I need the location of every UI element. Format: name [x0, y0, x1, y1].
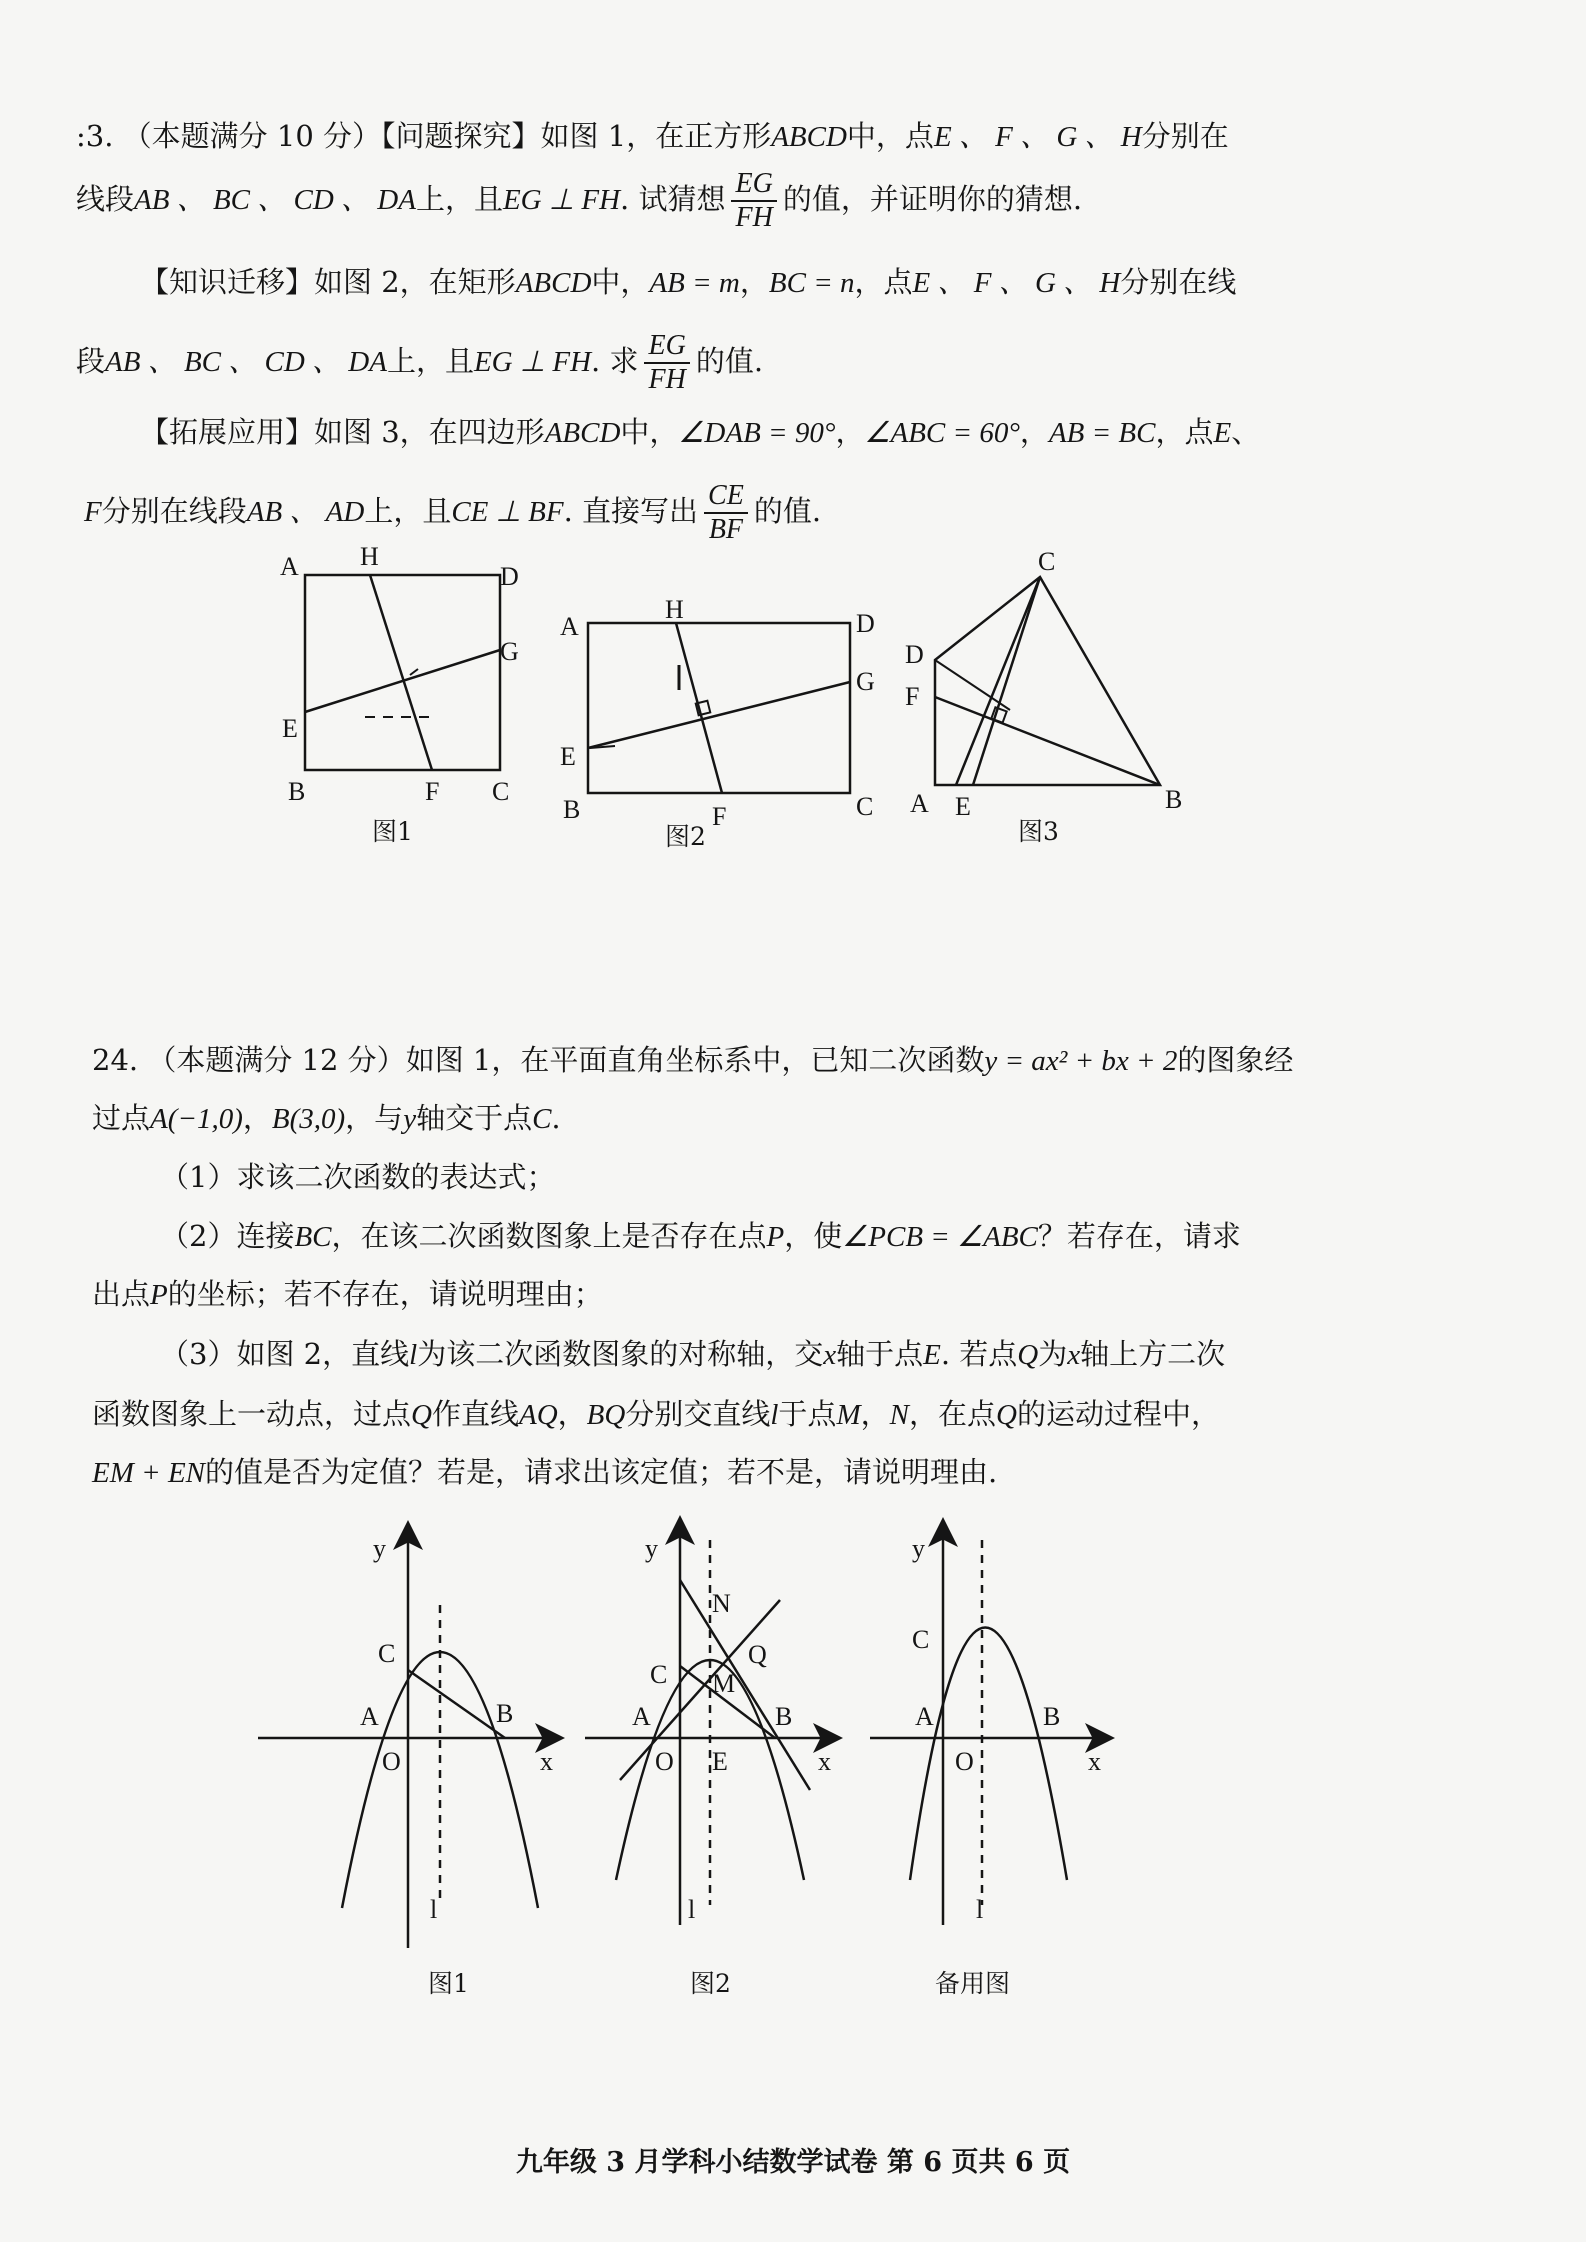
page-footer: 九年级 3 月学科小结数学试卷 第 6 页共 6 页 — [515, 2147, 1071, 2178]
q24-sub1: （1）求该二次函数的表达式； — [160, 1160, 556, 1194]
q24-fig3-label-x: x — [1088, 1747, 1101, 1776]
q23-fig1-label-g: G — [500, 637, 519, 666]
q24-fig1 — [258, 1525, 560, 1948]
q24-fig3-caption: 备用图 — [935, 1969, 1011, 1998]
q23-fig3-label-b: B — [1165, 785, 1183, 814]
q24-fig3-label-y: y — [912, 1534, 925, 1563]
q24-sub3-line1: （3）如图 2，直线l为该二次函数图象的对称轴，交x轴于点E. 若点Q为x轴上方二次 — [160, 1337, 1226, 1371]
q24-fig2-label-y: y — [645, 1534, 658, 1563]
q24-line2: 过点A(−1,0)，B(3,0)，与y轴交于点C. — [92, 1101, 561, 1135]
q24-fig2-label-x: x — [818, 1747, 831, 1776]
q24-fig1-label-l: l — [430, 1895, 438, 1924]
q24-fig3-label-c: C — [912, 1625, 930, 1654]
q24-fig2-label-e: E — [712, 1747, 728, 1776]
q23-fig2-label-e: E — [560, 742, 576, 771]
q24-fig2-caption: 图2 — [690, 1969, 731, 1998]
q23-fig2-label-b: B — [563, 795, 581, 824]
q23-fig3-label-a: A — [910, 789, 929, 818]
q24-fig1-label-b: B — [496, 1699, 514, 1728]
q23-fig2-label-d: D — [856, 609, 875, 638]
q24-sub3-line3: EM + EN的值是否为定值？若是，请求出该定值；若不是，请说明理由. — [92, 1455, 998, 1489]
q24-fig3-label-l: l — [976, 1895, 984, 1924]
q23-line3: 【知识迁移】如图 2，在矩形ABCD中，AB = m，BC = n，点E 、 F 、 G 、 H分别在线 — [140, 265, 1237, 299]
q24-fig2-label-o: O — [655, 1747, 674, 1776]
fraction-eg-fh-2: $\frac{EG}{FH}$ — [644, 330, 689, 396]
q24-fig2-label-b: B — [775, 1702, 793, 1731]
q24-fig1-label-o: O — [382, 1747, 401, 1776]
q23-fig3-label-e: E — [955, 792, 971, 821]
q23-fig3-label-c: C — [1038, 547, 1056, 576]
q24-sub3-line2: 函数图象上一动点，过点Q作直线AQ，BQ分别交直线l于点M，N，在点Q的运动过程中， — [92, 1397, 1220, 1431]
q24-fig2-label-n: N — [712, 1589, 731, 1618]
q24-fig3 — [870, 1522, 1110, 1925]
q23-fig2-label-a: A — [560, 612, 579, 641]
q24-fig3-label-b: B — [1043, 1702, 1061, 1731]
q23-fig3-caption: 图3 — [1018, 817, 1059, 846]
q24-line1: 24. （本题满分 12 分）如图 1，在平面直角坐标系中，已知二次函数y = ax² + bx + 2的图象经 — [92, 1043, 1294, 1077]
q24-fig2-label-l: l — [688, 1895, 696, 1924]
q23-fig2-label-h: H — [665, 595, 684, 624]
q23-fig2-label-f: F — [712, 802, 727, 831]
q24-sub2-line2: 出点P的坐标；若不存在，请说明理由； — [92, 1277, 603, 1311]
q23-fig3-label-d: D — [905, 640, 924, 669]
q23-fig2-label-g: G — [856, 667, 875, 696]
q23-fig1-label-b: B — [288, 777, 306, 806]
q23-fig3-label-f: F — [905, 682, 920, 711]
q23-fig2-caption: 图2 — [665, 822, 706, 851]
q24-fig1-label-c: C — [378, 1639, 396, 1668]
q24-fig1-label-a: A — [360, 1702, 379, 1731]
q23-line2: 线段AB 、 BC 、 CD 、 DA上，且EG ⊥ FH. 试猜想 $\frac{EG}{FH}$ 的值，并证明你的猜想. — [76, 168, 1083, 233]
q23-fig2-label-c: C — [856, 792, 874, 821]
q24-fig2-label-a: A — [632, 1702, 651, 1731]
q24-sub2-line1: （2）连接BC，在该二次函数图象上是否存在点P，使∠PCB = ∠ABC？若存在，请求 — [160, 1219, 1241, 1253]
q24-fig2-label-c: C — [650, 1660, 668, 1689]
q23-fig1-label-d: D — [500, 562, 519, 591]
q23-line6: F分别在线段AB 、 AD上，且CE ⊥ BF. 直接写出 $\frac{CE}{BF}$ 的值. — [84, 480, 822, 545]
q23-line4: 段AB 、 BC 、 CD 、 DA上，且EG ⊥ FH. 求 $\frac{EG}{FH}$ 的值. — [76, 330, 764, 395]
q23-fig1-label-e: E — [282, 714, 298, 743]
q24-fig2-label-m: M — [712, 1669, 736, 1698]
q24-fig1-label-x: x — [540, 1747, 553, 1776]
q23-fig1-caption: 图1 — [372, 817, 413, 846]
fraction-ce-bf: $\frac{CE}{BF}$ — [704, 480, 748, 546]
q23-fig1-label-h: H — [360, 542, 379, 571]
q24-fig3-label-a: A — [915, 1702, 934, 1731]
q24-fig2 — [585, 1520, 838, 1925]
q23-line5: 【拓展应用】如图 3，在四边形ABCD中，∠DAB = 90°，∠ABC = 60°，AB = BC，点E、 — [140, 415, 1261, 449]
q24-fig3-label-o: O — [955, 1747, 974, 1776]
q24-fig1-label-y: y — [373, 1534, 386, 1563]
q23-fig1-label-f: F — [425, 777, 440, 806]
q24-fig2-label-q: Q — [748, 1640, 767, 1669]
q24-fig1-caption: 图1 — [428, 1969, 469, 1998]
q23-fig1-label-c: C — [492, 777, 510, 806]
fraction-eg-fh: $\frac{EG}{FH}$ — [731, 168, 776, 234]
q23-fig1-label-a: A — [280, 552, 299, 581]
q23-line1: :3. （本题满分 10 分）【问题探究】如图 1，在正方形ABCD中，点E 、 F 、 G 、 H分别在 — [76, 119, 1229, 153]
